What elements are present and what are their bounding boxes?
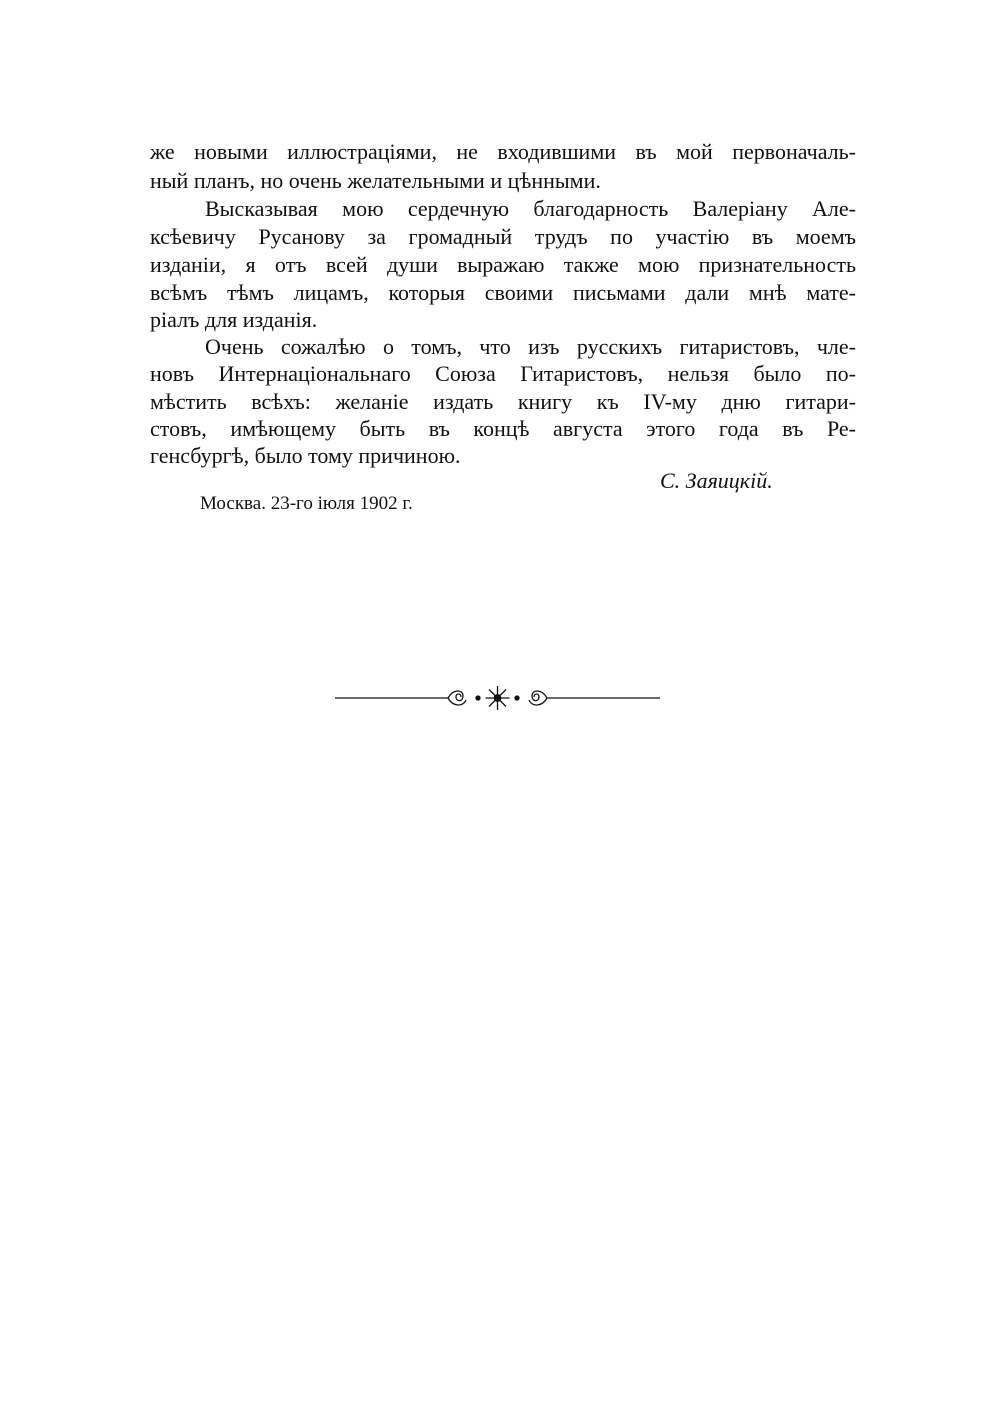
body-line: всѣмъ тѣмъ лицамъ, которыя своими письмами дали мнѣ мате- [150,280,856,305]
body-line: Очень сожалѣю о томъ, что изъ русскихъ гитаристовъ, чле- [205,334,856,359]
body-line: мѣстить всѣхъ: желаніе издать книгу къ IV-му дню гитари- [150,389,856,414]
body-line: Высказывая мою сердечную благодарность Валеріану Але- [205,196,856,221]
body-line: же новыми иллюстраціями, не входившими въ мой первоначаль- [150,139,856,164]
body-line: ріалъ для изданія. [150,307,318,332]
body-line: ный планъ, но очень желательными и цѣнными. [150,168,601,193]
author-signature: С. Заяицкій. [660,468,773,493]
body-line: генсбургѣ, было тому причиною. [150,443,461,468]
place-date: Москва. 23-го іюля 1902 г. [200,493,413,514]
body-line: новъ Интернаціональнаго Союза Гитаристовъ, нельзя было по- [150,361,856,386]
decorative-divider-icon [335,680,660,716]
body-line: изданіи, я отъ всей души выражаю также мою признательность [150,252,856,277]
body-line: ксѣевичу Русанову за громадный трудъ по участію въ моемъ [150,224,856,249]
body-line: стовъ, имѣющему быть въ концѣ августа этого года въ Ре- [150,416,856,441]
